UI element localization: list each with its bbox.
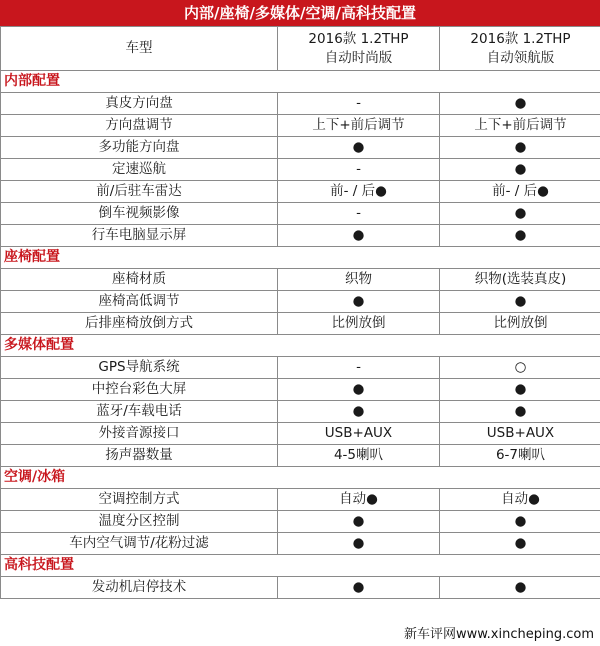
model-1-value: 4-5喇叭	[278, 445, 440, 467]
model-2-value: ●	[440, 225, 600, 247]
feature-cell: 真皮方向盘	[1, 93, 278, 115]
table-row	[1, 445, 600, 467]
model-2-value: 比例放倒	[440, 313, 600, 335]
watermark-footer: 新车评网www.xincheping.com	[403, 627, 594, 642]
model-2-value: ●	[440, 93, 600, 115]
table-row	[1, 313, 600, 335]
model-2-value: ●	[440, 159, 600, 181]
page-title: 内部/座椅/多媒体/空调/高科技配置	[0, 0, 600, 26]
model-2-trim: 自动领航版	[486, 49, 555, 66]
feature-cell: 座椅材质	[1, 269, 278, 291]
table-row	[1, 115, 600, 137]
model-1-value: -	[278, 159, 440, 181]
table-row	[1, 225, 600, 247]
table-row	[1, 291, 600, 313]
feature-cell: 座椅高低调节	[1, 291, 278, 313]
model-1-value: ●	[278, 533, 440, 555]
feature-cell: 后排座椅放倒方式	[1, 313, 278, 335]
feature-cell: 方向盘调节	[1, 115, 278, 137]
feature-cell: 前/后驻车雷达	[1, 181, 278, 203]
model-1-value: USB+AUX	[278, 423, 440, 445]
model-2-value: ●	[440, 137, 600, 159]
model-1-value: -	[278, 93, 440, 115]
model-1-value: 织物	[278, 269, 440, 291]
feature-cell: 倒车视频影像	[1, 203, 278, 225]
table-row	[1, 379, 600, 401]
table-row	[1, 533, 600, 555]
model-2-value: 自动●	[440, 489, 600, 511]
feature-cell: 车内空气调节/花粉过滤	[1, 533, 278, 555]
model-1-value: 比例放倒	[278, 313, 440, 335]
table-row	[1, 489, 600, 511]
section-title: 座椅配置	[1, 247, 600, 269]
table-row	[1, 401, 600, 423]
model-1-value: ●	[278, 137, 440, 159]
model-label: 车型	[1, 27, 278, 71]
section-title: 空调/冰箱	[1, 467, 600, 489]
section-title: 高科技配置	[1, 555, 600, 577]
model-column-2	[440, 27, 600, 71]
model-1-year-engine: 2016款 1.2THP	[308, 30, 409, 47]
model-1-value: 上下+前后调节	[278, 115, 440, 137]
model-2-value: 上下+前后调节	[440, 115, 600, 137]
feature-cell: 中控台彩色大屏	[1, 379, 278, 401]
model-1-value: ●	[278, 577, 440, 599]
table-row	[1, 269, 600, 291]
model-2-value: ○	[440, 357, 600, 379]
section-header-row	[1, 467, 600, 489]
feature-cell: 空调控制方式	[1, 489, 278, 511]
model-1-value: -	[278, 203, 440, 225]
model-2-value: 织物(选装真皮)	[440, 269, 600, 291]
model-2-value: 前- / 后●	[440, 181, 600, 203]
model-1-value: ●	[278, 511, 440, 533]
model-1-value: ●	[278, 225, 440, 247]
feature-cell: 扬声器数量	[1, 445, 278, 467]
model-1-value: ●	[278, 379, 440, 401]
model-1-value: -	[278, 357, 440, 379]
feature-cell: 蓝牙/车载电话	[1, 401, 278, 423]
section-title: 内部配置	[1, 71, 600, 93]
feature-cell: GPS导航系统	[1, 357, 278, 379]
feature-cell: 多功能方向盘	[1, 137, 278, 159]
table-row	[1, 357, 600, 379]
feature-cell: 温度分区控制	[1, 511, 278, 533]
model-1-value: 自动●	[278, 489, 440, 511]
table-row	[1, 511, 600, 533]
model-2-value: ●	[440, 511, 600, 533]
table-row	[1, 93, 600, 115]
model-2-value: ●	[440, 533, 600, 555]
table-row	[1, 577, 600, 599]
model-2-value: ●	[440, 401, 600, 423]
model-2-year-engine: 2016款 1.2THP	[470, 30, 571, 47]
section-header-row	[1, 247, 600, 269]
table-row	[1, 423, 600, 445]
model-2-value: 6-7喇叭	[440, 445, 600, 467]
model-1-value: 前- / 后●	[278, 181, 440, 203]
feature-cell: 发动机启停技术	[1, 577, 278, 599]
table-header-row	[1, 27, 600, 71]
table-row	[1, 203, 600, 225]
feature-cell: 定速巡航	[1, 159, 278, 181]
model-2-value: USB+AUX	[440, 423, 600, 445]
spec-table	[0, 26, 600, 599]
table-row	[1, 181, 600, 203]
model-column-1	[278, 27, 440, 71]
model-2-value: ●	[440, 577, 600, 599]
model-1-value: ●	[278, 291, 440, 313]
feature-cell: 行车电脑显示屏	[1, 225, 278, 247]
table-row	[1, 137, 600, 159]
feature-cell: 外接音源接口	[1, 423, 278, 445]
model-2-value: ●	[440, 379, 600, 401]
section-title: 多媒体配置	[1, 335, 600, 357]
table-row	[1, 159, 600, 181]
section-header-row	[1, 555, 600, 577]
model-1-value: ●	[278, 401, 440, 423]
model-2-value: ●	[440, 291, 600, 313]
section-header-row	[1, 71, 600, 93]
model-1-trim: 自动时尚版	[324, 49, 393, 66]
section-header-row	[1, 335, 600, 357]
model-2-value: ●	[440, 203, 600, 225]
